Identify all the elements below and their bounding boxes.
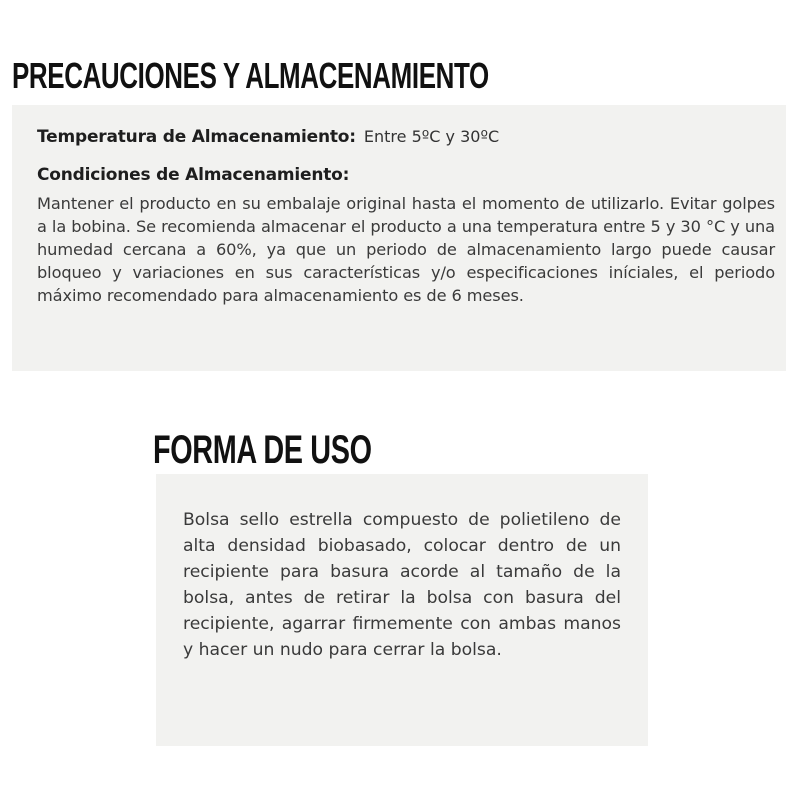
usage-heading: FORMA DE USO bbox=[153, 428, 372, 472]
storage-temperature-row bbox=[37, 127, 499, 147]
storage-temperature-value: Entre 5ºC y 30ºC bbox=[363, 127, 500, 146]
storage-conditions-text: Mantener el producto en su embalaje original hasta el momento de utilizarlo. Evitar golpes a la bobina. Se recomienda almacenar el producto a una temperatura entre 5 y 30 °C y una humedad cercana a 60%, ya que un periodo de almacenamiento largo puede causar bloqueo y variaciones en sus características y/o especificaciones iníciales, el periodo máximo recomendado para almacenamiento es de 6 meses. bbox=[37, 194, 775, 305]
storage-temperature-label: Temperatura de Almacenamiento: bbox=[37, 127, 356, 147]
storage-conditions-label: Condiciones de Almacenamiento: bbox=[37, 165, 350, 185]
precautions-panel bbox=[12, 105, 786, 371]
precautions-heading: PRECAUCIONES Y ALMACENAMIENTO bbox=[12, 55, 489, 96]
usage-instructions-text: Bolsa sello estrella compuesto de polietileno de alta densidad biobasado, colocar dentro de un recipiente para basura acorde al tamaño de la bolsa, antes de retirar la bolsa con basura del recipiente, agarrar firmemente con ambas manos y hacer un nudo para cerrar la bolsa. bbox=[183, 510, 621, 660]
usage-panel bbox=[156, 474, 648, 746]
